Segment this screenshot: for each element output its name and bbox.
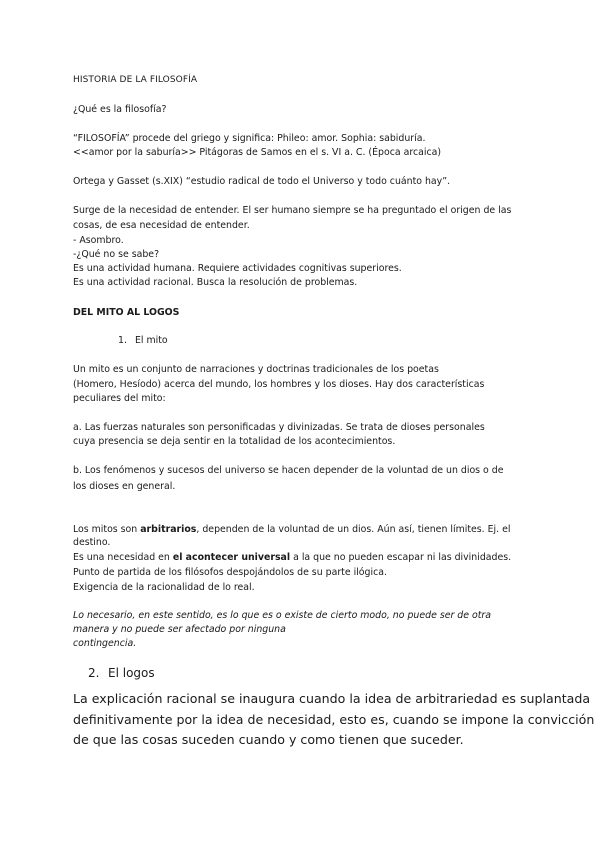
paragraph-line: Es una actividad racional. Busca la resolución de problemas. (73, 277, 358, 288)
paragraph-line: cuya presencia se deja sentir en la totalidad de los acontecimientos. (73, 436, 396, 447)
question-heading: ¿Qué es la filosofía? (73, 104, 167, 115)
paragraph-line: Surge de la necesidad de entender. El ser humano siempre se ha preguntado el origen de las (73, 205, 512, 216)
list-label: El mito (135, 335, 168, 346)
document-title: HISTORIA DE LA FILOSOFÍA (73, 75, 198, 85)
text-run: Los mitos son (73, 524, 141, 535)
paragraph-line: - Asombro. (73, 235, 124, 246)
bold-text: el acontecer universal (172, 552, 291, 563)
definition-line: “FILOSOFÍA” procede del griego y significa: Phileo: amor. Sophia: sabiduría. (73, 133, 426, 144)
paragraph-line: Punto de partida de los filósofos despojándolos de su parte ilógica. (73, 567, 387, 578)
definition-line: <<amor por la saburía>> Pitágoras de Samos en el s. VI a. C. (Época arcaica) (73, 147, 442, 158)
italic-line: Lo necesario, en este sentido, es lo que es o existe de cierto modo, no puede ser de otra (73, 610, 492, 621)
paragraph-line: destino. (73, 537, 111, 548)
list-number: 1. (118, 335, 127, 346)
text-run: a la que no pueden escapar ni las divinidades. (290, 552, 512, 563)
text-run: , dependen de la voluntad de un dios. Aún así, tienen límites. Ej. el (196, 524, 511, 535)
italic-line: manera y no puede ser afectado por ninguna (73, 624, 286, 635)
paragraph-line: b. Los fenómenos y sucesos del universo se hacen depender de la voluntad de un dios o de (73, 465, 504, 476)
text-run: Es una necesidad en (73, 552, 173, 563)
paragraph-line: La explicación racional se inaugura cuando la idea de arbitrariedad es suplantada (73, 691, 591, 706)
section-heading: DEL MITO AL LOGOS (73, 307, 180, 318)
paragraph-line: a. Las fuerzas naturales son personificadas y divinizadas. Se trata de dioses personales (73, 422, 485, 433)
paragraph-line: cosas, de esa necesidad de entender. (73, 220, 250, 231)
paragraph-line: definitivamente por la idea de necesidad, esto es, cuando se impone la convicción (73, 712, 595, 727)
paragraph-line (73, 522, 510, 537)
paragraph-line: Exigencia de la racionalidad de lo real. (73, 582, 255, 593)
list-item-logos (73, 664, 155, 682)
list-label: El logos (108, 666, 155, 680)
ortega-quote: Ortega y Gasset (s.XIX) “estudio radical de todo el Universo y todo cuánto hay”. (73, 176, 451, 187)
bold-text: arbitrarios (140, 524, 197, 535)
paragraph-line: (Homero, Hesíodo) acerca del mundo, los hombres y los dioses. Hay dos características (73, 379, 485, 390)
italic-line: contingencia. (73, 638, 137, 649)
list-item-mito (73, 333, 168, 348)
paragraph-line: -¿Qué no se sabe? (73, 249, 160, 260)
list-number: 2. (88, 666, 100, 680)
paragraph-line: Un mito es un conjunto de narraciones y doctrinas tradicionales de los poetas (73, 364, 439, 375)
paragraph-line: Es una actividad humana. Requiere actividades cognitivas superiores. (73, 263, 402, 274)
paragraph-line: los dioses en general. (73, 481, 176, 492)
paragraph-line: peculiares del mito: (73, 393, 166, 404)
paragraph-line: de que las cosas suceden cuando y como tienen que suceder. (73, 732, 464, 747)
paragraph-line (73, 550, 511, 565)
